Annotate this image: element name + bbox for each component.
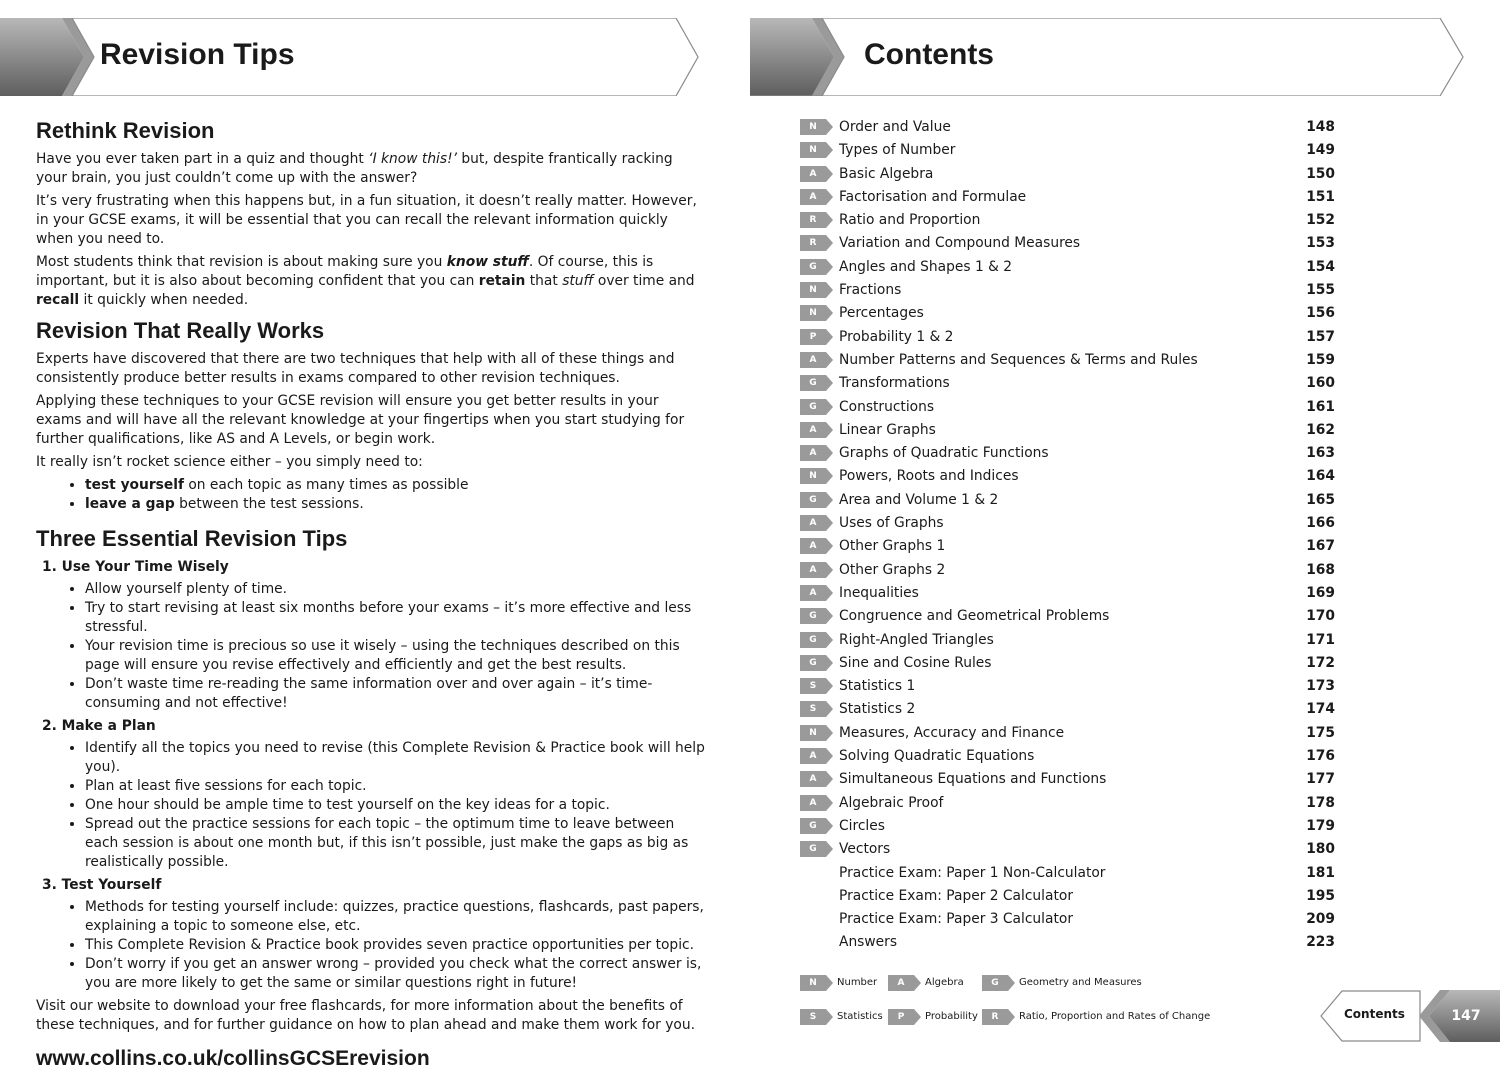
toc-title: Inequalities	[839, 584, 919, 601]
subject-badge-icon: G	[800, 259, 833, 275]
subject-badge-icon: N	[800, 468, 833, 484]
subject-badge-icon: A	[800, 585, 833, 601]
toc-page-number: 179	[1306, 817, 1335, 834]
toc-row[interactable]	[800, 373, 1345, 396]
toc-row[interactable]	[800, 117, 1345, 140]
section-heading: Revision That Really Works	[36, 318, 325, 343]
subject-badge-icon: G	[800, 375, 833, 391]
page-header	[750, 18, 1466, 96]
subject-badge-icon: N	[800, 119, 833, 135]
badge-icon: S	[800, 1009, 833, 1025]
toc-row[interactable]	[800, 210, 1345, 233]
list-item: • Plan at least five sessions for each topic.	[85, 777, 706, 796]
toc-title: Uses of Graphs	[839, 515, 944, 532]
section-rethink-revision	[36, 118, 706, 310]
toc-page-number: 168	[1306, 561, 1335, 578]
toc-row[interactable]	[800, 816, 1345, 839]
toc-title: Types of Number	[839, 142, 956, 159]
toc-page-number: 181	[1306, 864, 1335, 881]
toc-page-number: 151	[1306, 188, 1335, 205]
footer-section-label: Contents	[1344, 1007, 1405, 1021]
page-header	[0, 18, 700, 96]
toc-page-number: 172	[1306, 654, 1335, 671]
toc-title: Powers, Roots and Indices	[839, 468, 1019, 485]
toc-page-number: 162	[1306, 421, 1335, 438]
toc-title: Probability 1 & 2	[839, 328, 954, 345]
toc-title: Simultaneous Equations and Functions	[839, 771, 1107, 788]
page-number: 147	[1451, 1008, 1481, 1024]
toc-row[interactable]	[800, 630, 1345, 653]
subject-badge-icon: G	[800, 608, 833, 624]
toc-page-number: 223	[1306, 934, 1335, 951]
toc-page-number: 156	[1306, 305, 1335, 322]
section-heading: Rethink Revision	[36, 118, 215, 143]
toc-row[interactable]	[800, 280, 1345, 303]
toc-title: Area and Volume 1 & 2	[839, 491, 999, 508]
toc-page-number: 174	[1306, 701, 1335, 718]
revision-tips-content	[36, 118, 706, 1068]
toc-row[interactable]	[800, 140, 1345, 163]
list-item: • leave a gap between the test sessions.	[85, 495, 706, 514]
toc-row[interactable]	[800, 793, 1345, 816]
header-banner-shape	[750, 18, 1466, 96]
subject-badge-icon: A	[800, 748, 833, 764]
subject-badge-icon: N	[800, 725, 833, 741]
subject-badge-icon: G	[800, 818, 833, 834]
toc-title: Solving Quadratic Equations	[839, 748, 1035, 765]
badge-icon: A	[888, 975, 921, 991]
subject-badge-icon: N	[800, 282, 833, 298]
toc-row[interactable]	[800, 560, 1345, 583]
toc-title: Linear Graphs	[839, 421, 936, 438]
toc-title: Circles	[839, 817, 885, 834]
toc-title: Practice Exam: Paper 3 Calculator	[839, 911, 1073, 928]
toc-row[interactable]	[800, 233, 1345, 256]
toc-row[interactable]	[800, 699, 1345, 722]
right-page	[750, 0, 1500, 1061]
toc-title: Ratio and Proportion	[839, 212, 981, 229]
paragraph: It’s very frustrating when this happens but, in a fun situation, it doesn’t really matter. However, in your GCSE exams, it will be essential that you can recall the relevant information quickly when you need to.	[36, 193, 697, 247]
toc-row[interactable]	[800, 187, 1345, 210]
badge-icon: G	[982, 975, 1015, 991]
toc-row[interactable]	[800, 839, 1345, 862]
toc-page-number: 148	[1306, 119, 1335, 135]
toc-page-number: 175	[1306, 724, 1335, 741]
toc-title: Practice Exam: Paper 1 Non-Calculator	[839, 864, 1106, 881]
toc-page-number: 169	[1306, 584, 1335, 601]
toc-title: Answers	[839, 934, 898, 951]
list-item: • Allow yourself plenty of time.	[85, 580, 706, 599]
subject-badge-icon: A	[800, 422, 833, 438]
toc-row[interactable]	[800, 932, 1345, 955]
paragraph: Experts have discovered that there are two techniques that help with all of these things and consistently produce better results in exams compared to other revision techniques.	[36, 351, 675, 386]
subject-badge-icon: A	[800, 538, 833, 554]
toc-page-number: 209	[1306, 911, 1335, 928]
subject-badge-icon: N	[800, 305, 833, 321]
subject-badge-icon: A	[800, 352, 833, 368]
toc-page-number: 153	[1306, 235, 1335, 252]
toc-row[interactable]	[800, 443, 1345, 466]
badge-icon: R	[982, 1009, 1015, 1025]
closing-paragraph: Visit our website to download your free flashcards, for more information about the benefits of these techniques, and for further guidance on how to plan ahead and make them work for you.	[36, 998, 695, 1033]
tip-heading: 1. Use Your Time Wisely	[42, 559, 229, 575]
subject-badge-icon: P	[800, 329, 833, 345]
toc-title: Basic Algebra	[839, 165, 934, 182]
toc-page-number: 152	[1306, 212, 1335, 229]
toc-title: Angles and Shapes 1 & 2	[839, 258, 1013, 275]
subject-badge-icon: A	[800, 515, 833, 531]
toc-row[interactable]	[800, 257, 1345, 280]
toc-row[interactable]	[800, 490, 1345, 513]
section-revision-that-works	[36, 318, 706, 514]
toc-row[interactable]	[800, 676, 1345, 699]
toc-title: Variation and Compound Measures	[839, 235, 1081, 252]
toc-title: Transformations	[839, 375, 950, 392]
subject-badge-icon: R	[800, 212, 833, 228]
technique-list	[36, 476, 706, 514]
toc-page-number: 157	[1306, 328, 1335, 345]
toc-title: Factorisation and Formulae	[839, 188, 1027, 205]
toc-row[interactable]	[800, 723, 1345, 746]
page-footer-tab	[1320, 990, 1500, 1042]
toc-page-number: 166	[1306, 515, 1335, 532]
tip-list	[36, 580, 706, 713]
toc-page-number: 154	[1306, 258, 1335, 275]
list-item: • Spread out the practice sessions for each topic – the optimum time to leave between each session is about one month but, if this isn’t possible, just make the gaps as big as realistically possible.	[85, 815, 706, 872]
toc-row[interactable]	[800, 886, 1345, 909]
toc-row[interactable]	[800, 536, 1345, 559]
subject-badge-icon: A	[800, 795, 833, 811]
subject-badge-icon: G	[800, 632, 833, 648]
toc-page-number: 170	[1306, 608, 1335, 625]
website-link[interactable]: www.collins.co.uk/collinsGCSErevision	[36, 1047, 430, 1070]
toc-page-number: 176	[1306, 748, 1335, 765]
subject-badge-icon: G	[800, 655, 833, 671]
toc-row[interactable]	[800, 909, 1345, 932]
toc-page-number: 165	[1306, 491, 1335, 508]
list-item: • One hour should be ample time to test yourself on the key ideas for a topic.	[85, 796, 706, 815]
toc-title: Graphs of Quadratic Functions	[839, 445, 1049, 462]
toc-title: Congruence and Geometrical Problems	[839, 608, 1110, 625]
subject-badge-icon: N	[800, 142, 833, 158]
badge-icon: P	[888, 1009, 921, 1025]
toc-page-number: 155	[1306, 282, 1335, 299]
subject-badge-icon: A	[800, 445, 833, 461]
paragraph: Have you ever taken part in a quiz and thought ‘I know this!’ but, despite frantically racking your brain, you just couldn’t come up with the answer?	[36, 151, 673, 186]
toc-row[interactable]	[800, 420, 1345, 443]
toc-row[interactable]	[800, 653, 1345, 676]
toc-row[interactable]	[800, 397, 1345, 420]
toc-page-number: 149	[1306, 142, 1335, 159]
tip-heading: 2. Make a Plan	[42, 718, 156, 734]
toc-page-number: 161	[1306, 398, 1335, 415]
toc-row[interactable]	[800, 164, 1345, 187]
page-title: Contents	[864, 38, 994, 71]
paragraph: Most students think that revision is about making sure you know stuff. Of course, this is important, but it is also about becoming confident that you can retain that stuff over time and recall it quickly when needed.	[36, 254, 695, 308]
toc-row[interactable]	[800, 746, 1345, 769]
toc-row[interactable]	[800, 769, 1345, 792]
list-item: • test yourself on each topic as many times as possible	[85, 476, 706, 495]
toc-page-number: 177	[1306, 771, 1335, 788]
subject-badge-icon: S	[800, 678, 833, 694]
toc-title: Percentages	[839, 305, 924, 322]
tip-list	[36, 898, 706, 993]
toc-row[interactable]	[800, 350, 1345, 373]
subject-badge-icon: G	[800, 399, 833, 415]
toc-row[interactable]	[800, 513, 1345, 536]
tip-heading: 3. Test Yourself	[42, 877, 162, 893]
tip-list	[36, 739, 706, 872]
toc-row[interactable]	[800, 863, 1345, 886]
toc-row[interactable]	[800, 327, 1345, 350]
toc-title: Vectors	[839, 841, 891, 858]
section-essential-tips	[36, 526, 706, 1068]
toc-page-number: 160	[1306, 375, 1335, 392]
paragraph: It really isn’t rocket science either – you simply need to:	[36, 454, 423, 470]
toc-page-number: 163	[1306, 445, 1335, 462]
list-item: • Don’t worry if you get an answer wrong – provided you check what the correct answer is, you are more likely to get the same or similar questions right in future!	[85, 955, 706, 993]
toc-title: Other Graphs 1	[839, 538, 946, 555]
toc-title: Practice Exam: Paper 2 Calculator	[839, 887, 1073, 904]
contents-list	[800, 117, 1345, 956]
badge-icon: N	[800, 975, 833, 991]
list-item: • Identify all the topics you need to revise (this Complete Revision & Practice book will help you).	[85, 739, 706, 777]
toc-page-number: 173	[1306, 678, 1335, 695]
list-item: • Methods for testing yourself include: quizzes, practice questions, flashcards, past papers, explaining a topic to someone else, etc.	[85, 898, 706, 936]
toc-title: Measures, Accuracy and Finance	[839, 724, 1065, 741]
toc-page-number: 150	[1306, 165, 1335, 182]
subject-badge-icon: G	[800, 492, 833, 508]
toc-page-number: 164	[1306, 468, 1335, 485]
list-item: • Your revision time is precious so use it wisely – using the techniques described on this page will ensure you revise effectively and efficiently and get the best results.	[85, 637, 706, 675]
toc-title: Statistics 2	[839, 701, 916, 718]
toc-page-number: 159	[1306, 351, 1335, 368]
subject-badge-icon: A	[800, 771, 833, 787]
list-item: • Don’t waste time re-reading the same information over and over again – it’s time-consuming and not effective!	[85, 675, 706, 713]
toc-page-number: 167	[1306, 538, 1335, 555]
toc-title: Number Patterns and Sequences & Terms and Rules	[839, 351, 1198, 368]
toc-page-number: 180	[1306, 841, 1335, 858]
list-item: • Try to start revising at least six months before your exams – it’s more effective and less stressful.	[85, 599, 706, 637]
subject-badge-icon: A	[800, 562, 833, 578]
toc-page-number: 178	[1306, 794, 1335, 811]
toc-page-number: 171	[1306, 631, 1335, 648]
toc-row[interactable]	[800, 606, 1345, 629]
toc-row[interactable]	[800, 583, 1345, 606]
subject-legend: N Number A Algebra G Geometry and Measures S Statistics P Probability R Ratio, Proportion and Rates of Change	[800, 974, 1300, 1044]
toc-title: Right-Angled Triangles	[839, 631, 994, 648]
subject-badge-icon: S	[800, 701, 833, 717]
toc-page-number: 195	[1306, 887, 1335, 904]
toc-title: Other Graphs 2	[839, 561, 946, 578]
toc-title: Sine and Cosine Rules	[839, 654, 992, 671]
subject-badge-icon: R	[800, 235, 833, 251]
toc-title: Constructions	[839, 398, 935, 415]
list-item: • This Complete Revision & Practice book provides seven practice opportunities per topic.	[85, 936, 706, 955]
subject-badge-icon: A	[800, 166, 833, 182]
toc-row[interactable]	[800, 466, 1345, 489]
subject-badge-icon: A	[800, 189, 833, 205]
toc-title: Order and Value	[839, 119, 951, 135]
toc-title: Statistics 1	[839, 678, 916, 695]
page-title: Revision Tips	[100, 38, 295, 71]
section-heading: Three Essential Revision Tips	[36, 526, 348, 551]
toc-row[interactable]	[800, 303, 1345, 326]
toc-title: Fractions	[839, 282, 902, 299]
paragraph: Applying these techniques to your GCSE revision will ensure you get better results in your exams and will have all the relevant knowledge at your fingertips when you start studying for further qualifications, like AS and A Levels, or begin work.	[36, 393, 685, 447]
subject-badge-icon: G	[800, 841, 833, 857]
toc-title: Algebraic Proof	[839, 794, 944, 811]
